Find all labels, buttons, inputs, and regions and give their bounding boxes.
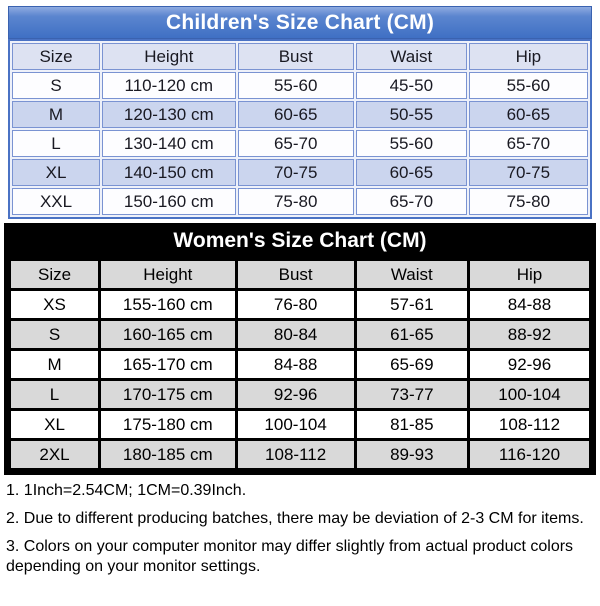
- children-table-body: [12, 72, 588, 215]
- table-cell: 100-104: [236, 410, 355, 440]
- table-row: [12, 188, 588, 215]
- table-row: [10, 440, 591, 470]
- table-cell: 60-65: [238, 101, 354, 128]
- table-cell: 170-175 cm: [100, 380, 237, 410]
- column-header-waist: Waist: [355, 260, 468, 290]
- table-cell: 70-75: [238, 159, 354, 186]
- table-cell: 75-80: [238, 188, 354, 215]
- table-cell: 84-88: [468, 290, 590, 320]
- table-cell: 80-84: [236, 320, 355, 350]
- table-cell: 165-170 cm: [100, 350, 237, 380]
- children-chart-title: Children's Size Chart (CM): [8, 6, 592, 39]
- women-header-row: [10, 260, 591, 290]
- table-cell: 84-88: [236, 350, 355, 380]
- table-cell: XL: [12, 159, 100, 186]
- table-cell: 61-65: [355, 320, 468, 350]
- table-cell: 140-150 cm: [102, 159, 235, 186]
- table-row: [10, 290, 591, 320]
- table-row: [10, 380, 591, 410]
- table-cell: 88-92: [468, 320, 590, 350]
- table-cell: 73-77: [355, 380, 468, 410]
- table-cell: 60-65: [356, 159, 467, 186]
- footer-notes: [6, 481, 593, 578]
- table-cell: 65-70: [238, 130, 354, 157]
- table-cell: 65-70: [356, 188, 467, 215]
- table-cell: 120-130 cm: [102, 101, 235, 128]
- children-size-chart: [8, 6, 592, 219]
- column-header-bust: Bust: [236, 260, 355, 290]
- column-header-size: Size: [10, 260, 100, 290]
- table-cell: 89-93: [355, 440, 468, 470]
- table-cell: 65-70: [469, 130, 588, 157]
- table-cell: 70-75: [469, 159, 588, 186]
- table-cell: 2XL: [10, 440, 100, 470]
- column-header-height: Height: [102, 43, 235, 70]
- table-cell: 108-112: [236, 440, 355, 470]
- table-cell: 55-60: [238, 72, 354, 99]
- table-cell: S: [10, 320, 100, 350]
- table-cell: 92-96: [468, 350, 590, 380]
- column-header-hip: Hip: [468, 260, 590, 290]
- table-row: [12, 72, 588, 99]
- table-cell: XS: [10, 290, 100, 320]
- table-cell: 108-112: [468, 410, 590, 440]
- women-table-body: [10, 290, 591, 470]
- table-cell: 160-165 cm: [100, 320, 237, 350]
- column-header-height: Height: [100, 260, 237, 290]
- table-row: [10, 350, 591, 380]
- table-cell: 110-120 cm: [102, 72, 235, 99]
- table-cell: 175-180 cm: [100, 410, 237, 440]
- table-cell: 100-104: [468, 380, 590, 410]
- column-header-waist: Waist: [356, 43, 467, 70]
- table-cell: 55-60: [469, 72, 588, 99]
- table-cell: S: [12, 72, 100, 99]
- women-chart-title: Women's Size Chart (CM): [173, 228, 427, 252]
- table-cell: 75-80: [469, 188, 588, 215]
- children-size-table: [8, 39, 592, 219]
- table-cell: 45-50: [356, 72, 467, 99]
- women-size-table: [8, 258, 592, 471]
- table-cell: 57-61: [355, 290, 468, 320]
- table-cell: L: [12, 130, 100, 157]
- column-header-bust: Bust: [238, 43, 354, 70]
- table-row: [10, 320, 591, 350]
- table-cell: 116-120: [468, 440, 590, 470]
- table-row: [12, 130, 588, 157]
- table-row: [12, 159, 588, 186]
- column-header-size: Size: [12, 43, 100, 70]
- table-cell: XL: [10, 410, 100, 440]
- table-cell: 50-55: [356, 101, 467, 128]
- note-deviation: 2. Due to different producing batches, there may be deviation of 2-3 CM for items.: [6, 509, 584, 527]
- table-cell: 60-65: [469, 101, 588, 128]
- table-cell: M: [10, 350, 100, 380]
- table-cell: L: [10, 380, 100, 410]
- table-cell: XXL: [12, 188, 100, 215]
- table-cell: M: [12, 101, 100, 128]
- table-row: [10, 410, 591, 440]
- table-cell: 81-85: [355, 410, 468, 440]
- table-cell: 155-160 cm: [100, 290, 237, 320]
- women-size-chart: [4, 223, 596, 475]
- children-header-row: [12, 43, 588, 70]
- table-cell: 76-80: [236, 290, 355, 320]
- note-conversion: 1. 1Inch=2.54CM; 1CM=0.39Inch.: [6, 482, 247, 499]
- table-row: [12, 101, 588, 128]
- table-cell: 65-69: [355, 350, 468, 380]
- table-cell: 150-160 cm: [102, 188, 235, 215]
- note-monitor-colors: 3. Colors on your computer monitor may differ slightly from actual product colors depending on your monitor settings.: [6, 537, 574, 576]
- table-cell: 130-140 cm: [102, 130, 235, 157]
- column-header-hip: Hip: [469, 43, 588, 70]
- table-cell: 92-96: [236, 380, 355, 410]
- table-cell: 180-185 cm: [100, 440, 237, 470]
- table-cell: 55-60: [356, 130, 467, 157]
